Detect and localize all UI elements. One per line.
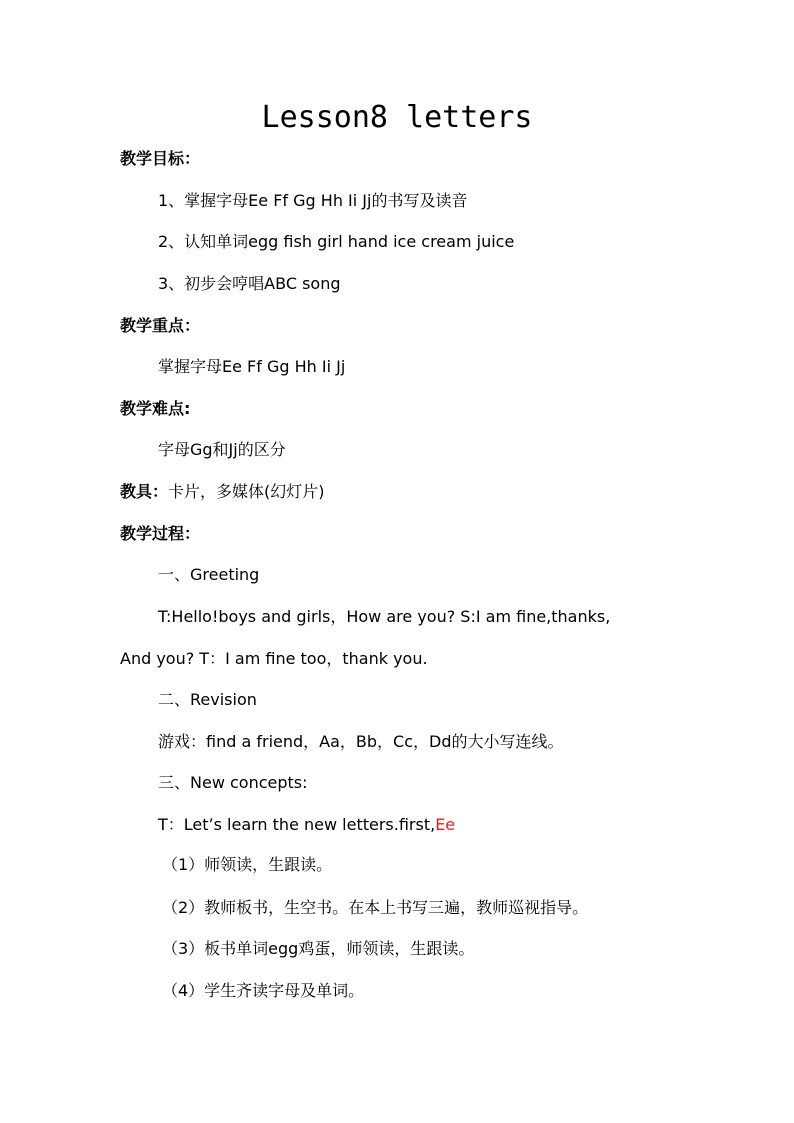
- step-2: （2）教师板书，生空书。在本上书写三遍，教师巡视指导。: [162, 898, 589, 917]
- concepts-intro-highlight: Ee: [435, 815, 456, 834]
- greeting-line-1: T:Hello!boys and girls，How are you? S:I am fine,thanks,: [158, 607, 611, 626]
- step-3: （3）板书单词egg鸡蛋，师领读，生跟读。: [162, 939, 475, 958]
- key-points-text: 掌握字母Ee Ff Gg Hh Ii Jj: [158, 357, 346, 376]
- concepts-intro-text: T：Let’s learn the new letters.first,: [158, 815, 436, 834]
- revision-text: 游戏：find a friend，Aa，Bb，Cc，Dd的大小写连线。: [158, 732, 564, 751]
- key-points-heading: 教学重点：: [120, 316, 201, 335]
- revision-title: 二、Revision: [158, 690, 257, 709]
- concepts-intro: [158, 814, 455, 836]
- objective-item-3: 3、初步会哼唱ABC song: [158, 274, 341, 293]
- step-4: （4）学生齐读字母及单词。: [162, 981, 365, 1000]
- greeting-line-2: And you? T：I am fine too，thank you.: [120, 649, 428, 668]
- difficulty-heading: 教学难点:: [120, 399, 191, 418]
- objectives-heading: 教学目标：: [120, 149, 201, 168]
- concepts-title: 三、New concepts:: [158, 773, 308, 792]
- process-heading: 教学过程：: [120, 524, 201, 543]
- step-1: （1）师领读，生跟读。: [162, 855, 333, 874]
- greeting-title: 一、Greeting: [158, 565, 260, 584]
- objective-item-1: 1、掌握字母Ee Ff Gg Hh Ii Jj的书写及读音: [158, 191, 468, 210]
- difficulty-text: 字母Gg和Jj的区分: [158, 440, 286, 459]
- document-title: Lesson8 letters: [261, 100, 533, 135]
- objective-item-2: 2、认知单词egg fish girl hand ice cream juice: [158, 232, 515, 251]
- tools-label: 教具：: [120, 482, 169, 501]
- tools-line: [120, 481, 325, 503]
- tools-text: 卡片，多媒体(幻灯片): [168, 482, 325, 501]
